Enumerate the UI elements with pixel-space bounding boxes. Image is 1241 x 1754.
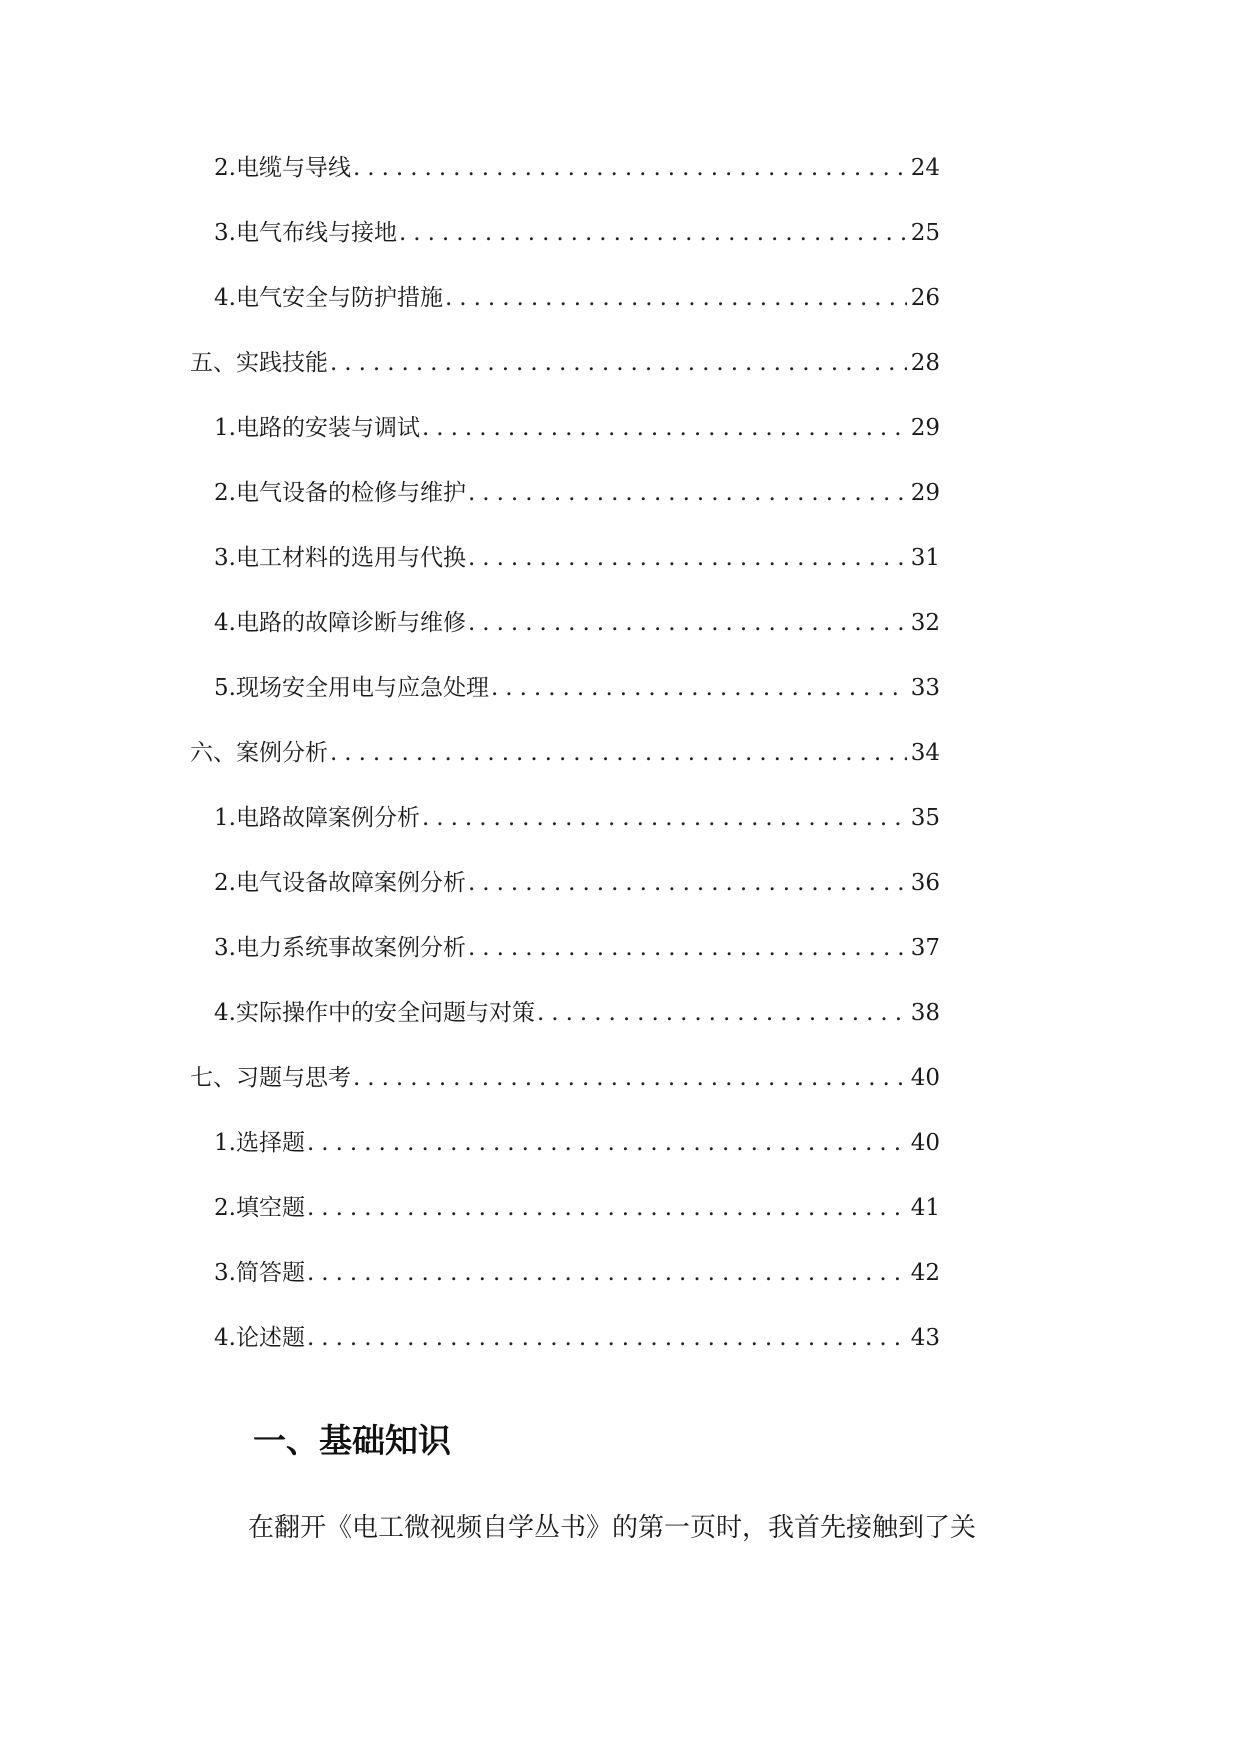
toc-entry-title: 电工材料的选用与代换 [235, 545, 466, 571]
toc-entry-page: 29 [910, 480, 940, 506]
toc-entry-title: 电路故障案例分析 [235, 805, 420, 831]
toc-entry-page: 41 [910, 1195, 940, 1221]
toc-entry[interactable] [214, 671, 940, 705]
toc-entry-number: 3. [214, 1260, 236, 1286]
toc-entry[interactable] [214, 476, 940, 510]
toc-entry-page: 29 [910, 415, 940, 441]
body-paragraph: 在翻开《电工微视频自学丛书》的第一页时，我首先接触到了关 [248, 1513, 977, 1543]
toc-entry-number: 3. [214, 220, 236, 246]
toc-entry-title: 电路的故障诊断与维修 [235, 610, 466, 636]
toc-chapter-entry[interactable] [190, 736, 940, 770]
toc-entry-number: 2. [214, 155, 236, 181]
toc-entry-number: 4. [214, 285, 236, 311]
toc-dot-leader [351, 151, 907, 185]
toc-entry-number: 4. [214, 1325, 236, 1351]
toc-entry-page: 25 [910, 220, 940, 246]
toc-entry[interactable] [214, 931, 940, 965]
toc-dot-leader [305, 1321, 907, 1355]
toc-dot-leader [328, 346, 907, 380]
toc-dot-leader [466, 606, 907, 640]
toc-entry[interactable] [214, 281, 940, 315]
toc-dot-leader [466, 541, 907, 575]
toc-entry-page: 40 [910, 1065, 940, 1091]
toc-entry-title: 简答题 [235, 1260, 305, 1286]
toc-entry-title: 电缆与导线 [235, 155, 351, 181]
toc-dot-leader [305, 1126, 907, 1160]
toc-dot-leader [328, 736, 907, 770]
toc-entry[interactable] [214, 1191, 940, 1225]
toc-dot-leader [420, 411, 907, 445]
toc-entry-number: 1. [214, 1130, 236, 1156]
toc-entry-page: 40 [910, 1130, 940, 1156]
toc-entry[interactable] [214, 1256, 940, 1290]
toc-entry-number: 3. [214, 545, 236, 571]
toc-entry-number: 3. [214, 935, 236, 961]
toc-dot-leader [397, 216, 907, 250]
toc-dot-leader [466, 931, 907, 965]
toc-entry[interactable] [214, 541, 940, 575]
toc-entry-page: 28 [910, 350, 940, 376]
toc-entry[interactable] [214, 1321, 940, 1355]
toc-entry-title: 论述题 [235, 1325, 305, 1351]
toc-entry-page: 32 [910, 610, 940, 636]
toc-entry[interactable] [214, 606, 940, 640]
toc-entry-number: 1. [214, 805, 236, 831]
toc-entry[interactable] [214, 801, 940, 835]
toc-entry-title: 电气布线与接地 [235, 220, 397, 246]
toc-dot-leader [535, 996, 907, 1030]
toc-entry-title: 五、实践技能 [190, 350, 328, 376]
toc-dot-leader [489, 671, 907, 705]
toc-entry-title: 实际操作中的安全问题与对策 [235, 1000, 535, 1026]
toc-entry-number: 1. [214, 415, 236, 441]
toc-entry-title: 填空题 [235, 1195, 305, 1221]
toc-dot-leader [420, 801, 907, 835]
toc-dot-leader [443, 281, 907, 315]
toc-entry-page: 38 [910, 1000, 940, 1026]
section-heading: 一、基础知识 [253, 1421, 451, 1460]
toc-dot-leader [351, 1061, 907, 1095]
toc-dot-leader [305, 1191, 907, 1225]
toc-entry-number: 4. [214, 1000, 236, 1026]
toc-entry-page: 26 [910, 285, 940, 311]
toc-entry-title: 电气安全与防护措施 [235, 285, 443, 311]
toc-entry[interactable] [214, 1126, 940, 1160]
toc-entry-number: 4. [214, 610, 236, 636]
toc-entry-page: 35 [910, 805, 940, 831]
toc-dot-leader [305, 1256, 907, 1290]
toc-entry-page: 37 [910, 935, 940, 961]
toc-entry-title: 电气设备的检修与维护 [235, 480, 466, 506]
toc-entry-page: 33 [910, 675, 940, 701]
toc-dot-leader [466, 476, 907, 510]
toc-entry-title: 六、案例分析 [190, 740, 328, 766]
toc-chapter-entry[interactable] [190, 346, 940, 380]
toc-entry-title: 选择题 [235, 1130, 305, 1156]
toc-entry-title: 七、习题与思考 [190, 1065, 351, 1091]
toc-entry[interactable] [214, 411, 940, 445]
toc-entry-number: 2. [214, 480, 236, 506]
toc-entry[interactable] [214, 151, 940, 185]
toc-dot-leader [466, 866, 907, 900]
toc-entry-page: 43 [910, 1325, 940, 1351]
toc-chapter-entry[interactable] [190, 1061, 940, 1095]
toc-entry-number: 2. [214, 870, 236, 896]
toc-entry-page: 31 [910, 545, 940, 571]
toc-entry-page: 42 [910, 1260, 940, 1286]
toc-entry[interactable] [214, 216, 940, 250]
toc-entry-number: 5. [214, 675, 236, 701]
toc-entry-page: 34 [910, 740, 940, 766]
toc-entry-page: 24 [910, 155, 940, 181]
toc-entry-page: 36 [910, 870, 940, 896]
toc-entry[interactable] [214, 866, 940, 900]
toc-entry-title: 电气设备故障案例分析 [235, 870, 466, 896]
toc-entry-title: 现场安全用电与应急处理 [235, 675, 489, 701]
toc-entry-title: 电力系统事故案例分析 [235, 935, 466, 961]
toc-entry-number: 2. [214, 1195, 236, 1221]
toc-entry-title: 电路的安装与调试 [235, 415, 420, 441]
toc-entry[interactable] [214, 996, 940, 1030]
